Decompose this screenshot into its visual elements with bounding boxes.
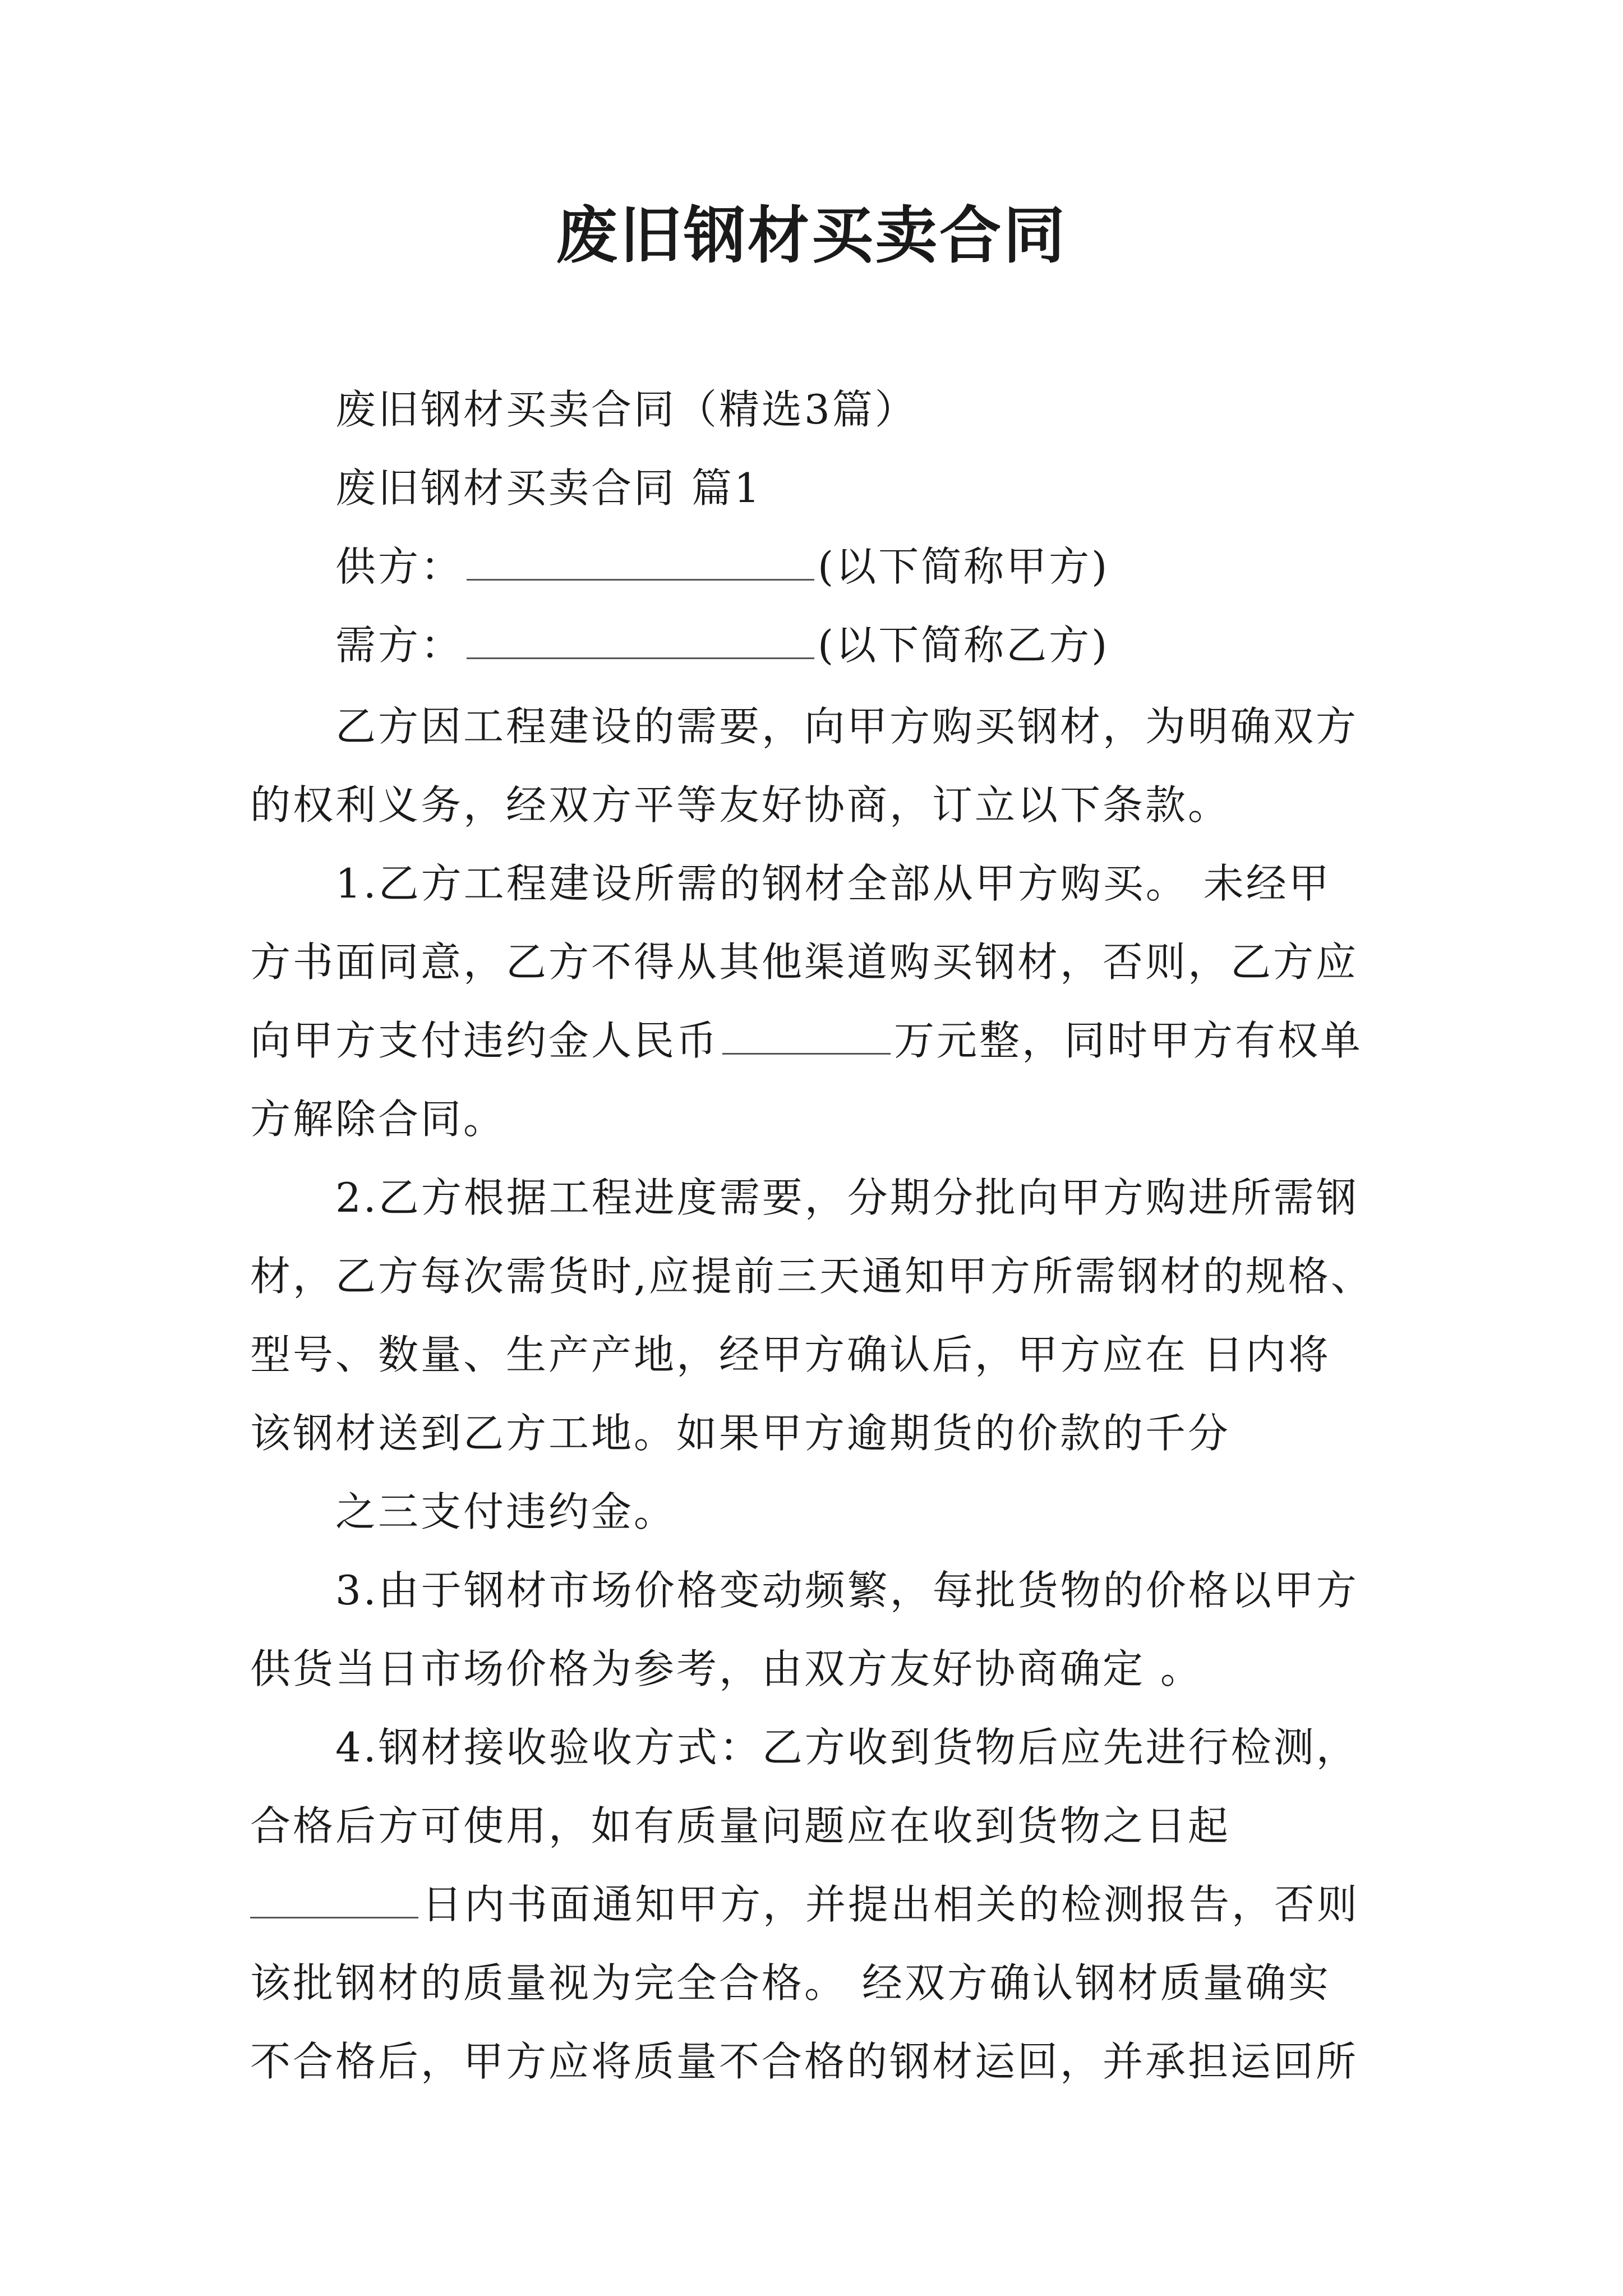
supplier-line — [335, 539, 1109, 595]
supplier-suffix: (以下简称甲方) — [818, 543, 1110, 590]
clause-3-line-2: 供货当日市场价格为参考，由双方友好协商确定 。 — [250, 1645, 1203, 1692]
buyer-blank — [467, 618, 814, 659]
clause-2-line-5: 之三支付违约金。 — [335, 1488, 677, 1535]
clause-4-line-3-post: 日内书面通知甲方，并提出相关的检测报告，否则 — [422, 1881, 1360, 1928]
clause-2-line-4: 该钢材送到乙方工地。如果甲方逾期货的价款的千分 — [250, 1410, 1231, 1457]
clause-1-line-4: 方解除合同。 — [250, 1096, 506, 1143]
notice-days-blank — [250, 1878, 418, 1918]
clause-2-line-1: 2.乙方根据工程进度需要，分期分批向甲方购进所需钢 — [335, 1174, 1359, 1221]
clause-1-line-1: 1.乙方工程建设所需的钢材全部从甲方购买。 未经甲 — [335, 860, 1331, 907]
document-subtitle: 废旧钢材买卖合同（精选3篇） — [335, 386, 917, 433]
supplier-blank — [467, 540, 814, 581]
document-title: 废旧钢材买卖合同 — [556, 199, 1067, 272]
clause-1-line-2: 方书面同意，乙方不得从其他渠道购买钢材，否则，乙方应 — [250, 938, 1359, 986]
intro-line-2: 的权利义务，经双方平等友好协商，订立以下条款。 — [250, 781, 1231, 829]
buyer-suffix: (以下简称乙方) — [818, 622, 1110, 669]
clause-1-line-3-post: 万元整，同时甲方有权单 — [894, 1017, 1363, 1064]
clause-2-line-3: 型号、数量、生产产地，经甲方确认后，甲方应在 日内将 — [250, 1331, 1331, 1378]
clause-3-line-1: 3.由于钢材市场价格变动频繁，每批货物的价格以甲方 — [335, 1567, 1359, 1614]
clause-4-line-3 — [250, 1876, 1359, 1932]
clause-4-line-4: 该批钢材的质量视为完全合格。 经双方确认钢材质量确实 — [250, 1959, 1331, 2007]
penalty-amount-blank — [722, 1014, 891, 1055]
clause-4-line-5: 不合格后，甲方应将质量不合格的钢材运回，并承担运回所 — [250, 2038, 1359, 2085]
intro-line-1: 乙方因工程建设的需要，向甲方购买钢材，为明确双方 — [335, 703, 1359, 750]
section-heading: 废旧钢材买卖合同 篇1 — [335, 464, 762, 512]
supplier-label: 供方： — [335, 543, 464, 590]
buyer-label: 需方： — [335, 622, 464, 669]
clause-4-line-1: 4.钢材接收验收方式：乙方收到货物后应先进行检测， — [335, 1724, 1359, 1771]
clause-1-line-3 — [250, 1013, 1363, 1069]
clause-4-line-2: 合格后方可使用，如有质量问题应在收到货物之日起 — [250, 1802, 1231, 1849]
buyer-line — [335, 617, 1109, 673]
clause-2-line-2: 材，乙方每次需货时,应提前三天通知甲方所需钢材的规格、 — [250, 1253, 1373, 1300]
clause-1-line-3-pre: 向甲方支付违约金人民币 — [250, 1017, 720, 1064]
